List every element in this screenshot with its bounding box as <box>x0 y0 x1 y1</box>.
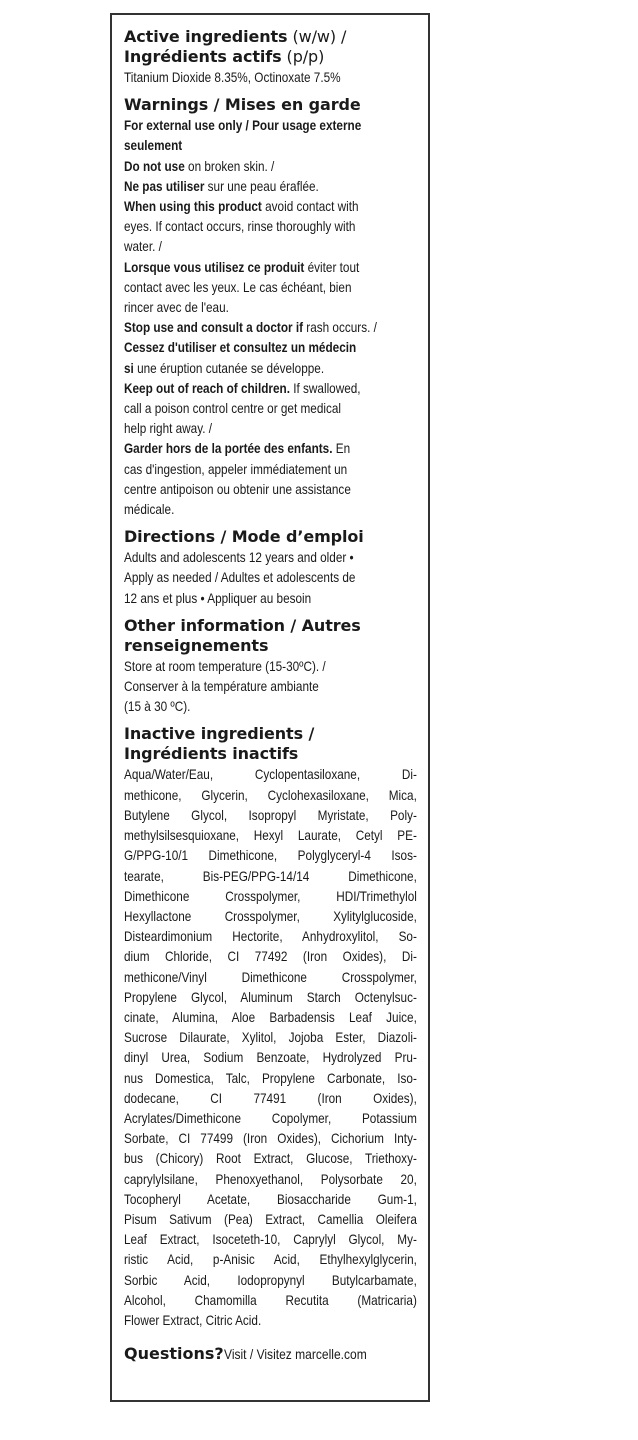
directions-heading: Directions / Mode d’emploi <box>124 527 364 547</box>
questions-text: Visit / Visitez marcelle.com <box>223 1346 367 1363</box>
stop-use-bold: Stop use and consult a doctor if <box>124 319 304 336</box>
active-title-fr-suffix: (p/p) <box>281 47 325 66</box>
do-not-use-line <box>124 156 417 176</box>
cessez-rest: une éruption cutanée se développe. <box>133 359 325 376</box>
keep-out-rest: If swallowed, <box>289 379 361 396</box>
external-use-line-2 <box>124 135 417 155</box>
inactive-heading-1: Inactive ingredients / <box>124 724 315 744</box>
cessez-line-1 <box>124 337 417 357</box>
keep-out-line-1 <box>124 378 417 398</box>
other-info-line-2: Conserver à la température ambiante <box>124 678 319 695</box>
keep-out-line-2: call a poison control centre or get medical <box>124 400 342 417</box>
garder-line-2: cas d'ingestion, appeler immédiatement un <box>124 460 348 477</box>
garder-line-4: médicale. <box>124 501 175 518</box>
other-info-heading-1: Other information / Autres <box>124 615 361 635</box>
inactive-line: Tocopheryl Acetate, Biosaccharide Gum-1, <box>124 1190 417 1207</box>
inactive-ingredients-list <box>124 764 417 1330</box>
inactive-line: Pisum Sativum (Pea) Extract, Camellia Oleifera <box>124 1210 417 1227</box>
keep-out-line-3: help right away. / <box>124 420 213 437</box>
garder-line-3: centre antipoison ou obtenir une assistance <box>124 480 351 497</box>
garder-rest: En <box>332 440 351 457</box>
lorsque-rest: éviter tout <box>304 258 360 275</box>
inactive-line: Dimethicone Crosspolymer, HDI/Trimethylol <box>124 887 417 904</box>
inactive-line: Propylene Glycol, Aluminum Starch Octenylsuc- <box>124 988 417 1005</box>
inactive-line: Alcohol, Chamomilla Recutita (Matricaria) <box>124 1291 417 1308</box>
active-title-fr: Ingrédients actifs <box>124 47 282 66</box>
inactive-line: cinate, Alumina, Aloe Barbadensis Leaf Juice, <box>124 1008 417 1025</box>
lorsque-line-2: contact avec les yeux. Le cas échéant, bien <box>124 278 352 295</box>
keep-out-bold: Keep out of reach of children. <box>124 379 290 396</box>
ne-pas-rest: sur une peau éraflée. <box>204 177 319 194</box>
do-not-use-rest: on broken skin. / <box>184 157 275 174</box>
inactive-line: G/PPG-10/1 Dimethicone, Polyglyceryl-4 Isos- <box>124 847 417 864</box>
inactive-heading-2: Ingrédients inactifs <box>124 744 299 764</box>
do-not-use-bold: Do not use <box>124 157 185 174</box>
when-using-line-2: eyes. If contact occurs, rinse thoroughly with <box>124 218 356 235</box>
inactive-line: Sorbate, CI 77499 (Iron Oxides), Cichorium Inty- <box>124 1130 417 1147</box>
inactive-line: Sorbic Acid, Iodopropynyl Butylcarbamate, <box>124 1271 417 1288</box>
inactive-line: dium Chloride, CI 77492 (Iron Oxides), Di- <box>124 948 417 965</box>
lorsque-line-1 <box>124 257 417 277</box>
when-using-line-1 <box>124 196 417 216</box>
active-title-en: Active ingredients <box>124 27 288 46</box>
inactive-line: tearate, Bis-PEG/PPG-14/14 Dimethicone, <box>124 867 417 884</box>
warnings-heading: Warnings / Mises en garde <box>124 95 361 115</box>
ne-pas-bold: Ne pas utiliser <box>124 177 205 194</box>
inactive-line: methicone/Vinyl Dimethicone Crosspolymer, <box>124 968 417 985</box>
inactive-line: Butylene Glycol, Isopropyl Myristate, Poly- <box>124 806 417 823</box>
garder-line-1 <box>124 438 417 458</box>
external-use-text-2: seulement <box>124 137 183 154</box>
other-info-heading-2: renseignements <box>124 635 269 655</box>
inactive-line: bus (Chicory) Root Extract, Glucose, Triethoxy- <box>124 1150 417 1167</box>
inactive-line: methylsilsesquioxane, Hexyl Laurate, Cetyl PE- <box>124 827 417 844</box>
when-using-bold: When using this product <box>124 198 262 215</box>
directions-line-3: 12 ans et plus • Appliquer au besoin <box>124 589 312 606</box>
directions-line-1: Adults and adolescents 12 years and older • <box>124 549 354 566</box>
drug-facts-label <box>110 13 430 1402</box>
directions-line-2: Apply as needed / Adultes et adolescents de <box>124 569 356 586</box>
cessez-bold-1: Cessez d'utiliser et consultez un médecin <box>124 339 357 356</box>
cessez-line-2 <box>124 358 417 378</box>
other-info-line-3: (15 à 30 ºC). <box>124 698 191 715</box>
external-use-line-1 <box>124 115 417 135</box>
inactive-line: Aqua/Water/Eau, Cyclopentasiloxane, Di- <box>124 766 417 783</box>
cessez-bold-2: si <box>124 359 134 376</box>
when-using-rest: avoid contact with <box>261 198 359 215</box>
inactive-line: Flower Extract, Citric Acid. <box>124 1311 262 1328</box>
inactive-line: Hexyllactone Crosspolymer, Xylitylglucoside, <box>124 907 417 924</box>
other-info-line-1: Store at room temperature (15-30ºC). / <box>124 657 326 674</box>
inactive-line: Acrylates/Dimethicone Copolymer, Potassium <box>124 1109 417 1126</box>
when-using-line-3: water. / <box>124 238 162 255</box>
active-ingredients-heading-fr <box>124 47 417 67</box>
ne-pas-utiliser-line <box>124 176 417 196</box>
inactive-line: Leaf Extract, Isoceteth-10, Caprylyl Glycol, My- <box>124 1231 417 1248</box>
questions-line <box>124 1344 417 1364</box>
lorsque-line-3: rincer avec de l'eau. <box>124 299 229 316</box>
active-ingredients-content: Titanium Dioxide 8.35%, Octinoxate 7.5% <box>124 69 341 85</box>
inactive-line: dinyl Urea, Sodium Benzoate, Hydrolyzed Pru- <box>124 1049 417 1066</box>
questions-label: Questions? <box>124 1344 224 1364</box>
active-title-en-suffix: (w/w) / <box>287 27 347 46</box>
active-ingredients-heading <box>124 27 417 47</box>
inactive-line: dodecane, CI 77491 (Iron Oxides), <box>124 1089 417 1106</box>
stop-use-rest: rash occurs. / <box>303 319 377 336</box>
inactive-line: nus Domestica, Talc, Propylene Carbonate, Iso- <box>124 1069 417 1086</box>
lorsque-bold: Lorsque vous utilisez ce produit <box>124 258 305 275</box>
stop-use-line <box>124 317 417 337</box>
inactive-line: Disteardimonium Hectorite, Anhydroxylitol, So- <box>124 928 417 945</box>
garder-bold: Garder hors de la portée des enfants. <box>124 440 333 457</box>
external-use-text: For external use only / Pour usage externe <box>124 117 362 134</box>
inactive-line: Sucrose Dilaurate, Xylitol, Jojoba Ester, Diazoli- <box>124 1029 417 1046</box>
inactive-line: methicone, Glycerin, Cyclohexasiloxane, Mica, <box>124 786 417 803</box>
inactive-line: ristic Acid, p-Anisic Acid, Ethylhexylglycerin, <box>124 1251 417 1268</box>
inactive-line: caprylylsilane, Phenoxyethanol, Polysorbate 20, <box>124 1170 417 1187</box>
